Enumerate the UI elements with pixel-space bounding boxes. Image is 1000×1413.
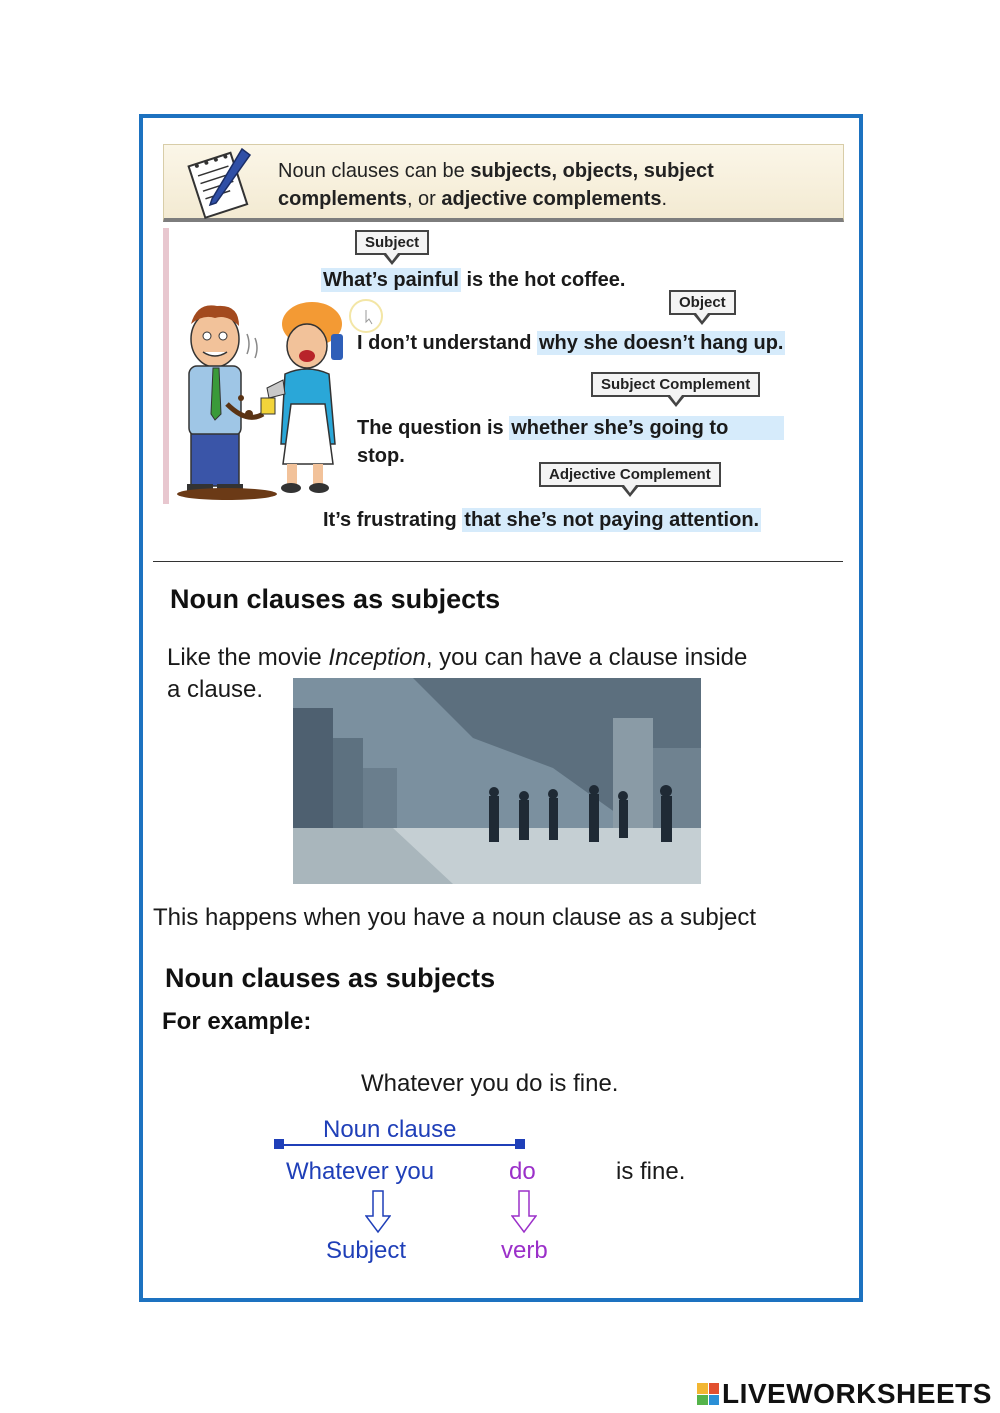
caption-text: This happens when you have a noun clause as a subject [153,904,757,931]
callout-adjective-complement: Adjective Complement [539,462,721,487]
callout-subject-complement: Subject Complement [591,372,760,397]
intro-text: Like the movie Inception, you can have a clause inside [167,644,748,671]
section-divider [153,561,843,562]
inception-image [293,678,701,884]
cartoon-illustration [167,294,367,504]
callout-subject: Subject [355,230,429,255]
subject-words: Whatever you [286,1158,435,1185]
example-subject-complement: The question is whether she’s going to [357,417,784,440]
definition-banner [163,144,844,222]
highlight-object: why she doesn’t hang up. [539,332,784,354]
highlight-subject: What’s painful [323,269,459,291]
noun-clause-bracket [277,1144,521,1146]
example-subject-complement-line2: stop. [357,445,405,467]
example-sentence: Whatever you do is fine. [361,1070,619,1097]
bracket-start-marker [274,1139,284,1149]
liveworksheets-logo [697,1378,992,1410]
arrow-down-icon [365,1190,391,1234]
verb-word: do [509,1158,536,1185]
rest-of-sentence: is fine. [616,1158,686,1185]
intro-text-line2: a clause. [167,676,264,703]
banner-text: Noun clauses can be subjects, objects, subject complements, or adjective complements. [278,160,714,210]
logo-icon [697,1383,719,1405]
notepad-pen-icon [182,145,262,221]
example-label: For example: [162,1008,312,1035]
bracket-end-marker [515,1139,525,1149]
logo-text: LIVEWORKSHEETS [722,1378,992,1409]
arrow-down-icon [511,1190,537,1234]
verb-label: verb [501,1237,548,1264]
example-subject: What’s painful is the hot coffee. [323,269,626,291]
subject-label: Subject [326,1237,407,1264]
cursor-icon [348,298,384,334]
highlight-adjective-complement: that she’s not paying attention. [464,509,760,531]
example-adjective-complement: It’s frustrating that she’s not paying attention. [323,509,760,531]
callout-object: Object [669,290,736,315]
section-heading-2: Noun clauses as subjects [165,963,496,993]
section-heading: Noun clauses as subjects [170,584,501,614]
example-object: I don’t understand why she doesn’t hang up. [357,332,784,354]
highlight-subject-complement: whether she’s going to [509,416,784,440]
noun-clause-label: Noun clause [323,1116,457,1143]
worksheet-frame [139,114,863,1302]
